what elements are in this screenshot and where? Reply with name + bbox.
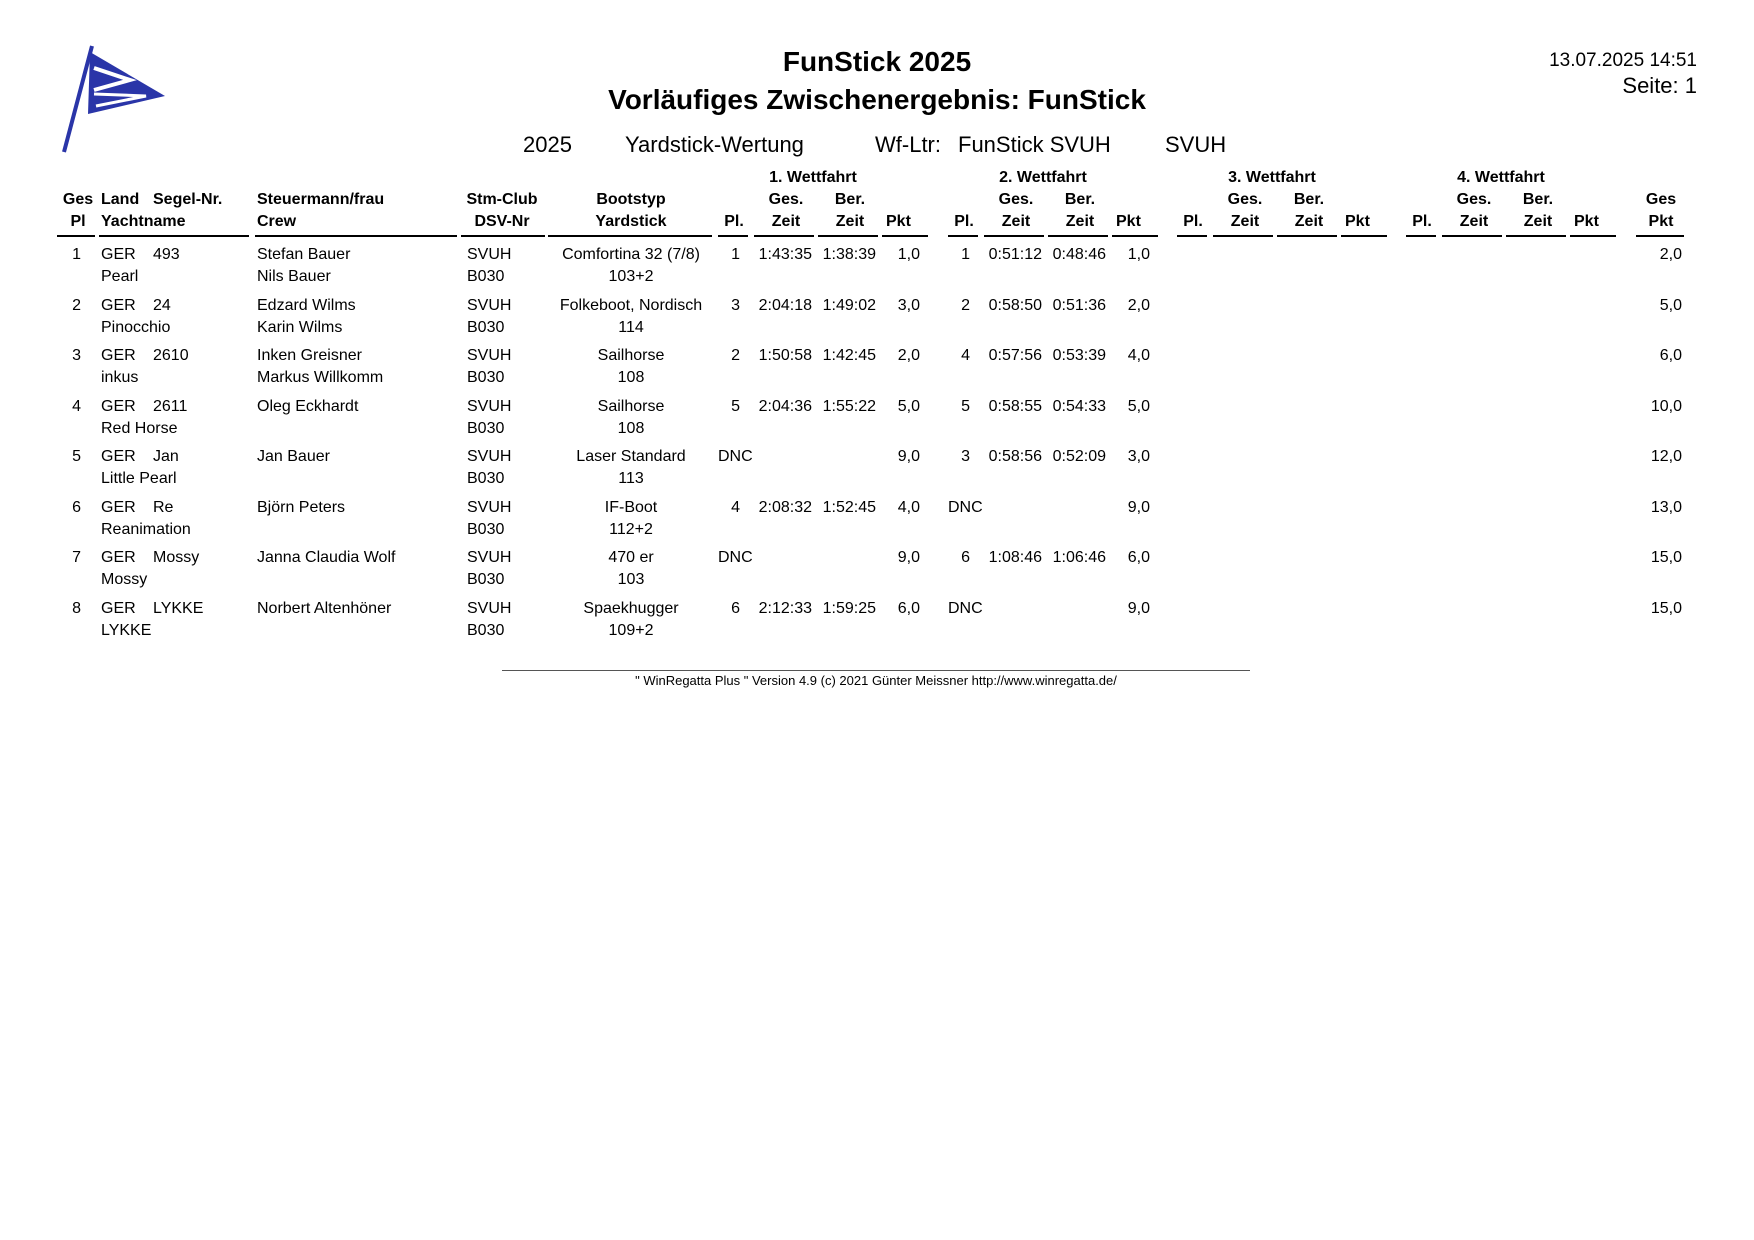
cell-race-ges: 2:04:36 [758,398,812,415]
header-race-pl: Pl. [954,213,974,230]
cell-segelnr: Mossy [153,549,200,566]
cell-dsvnr: B030 [467,571,505,588]
header-underline [1506,235,1566,237]
header-underline [1112,235,1158,237]
header-underline [1048,235,1108,237]
header-underline [1341,235,1387,237]
header-race-title: 3. Wettfahrt [1228,169,1316,186]
cell-dsvnr: B030 [467,268,505,285]
cell-segelnr: 2610 [153,347,189,364]
header-underline [948,235,978,237]
cell-dsvnr: B030 [467,319,505,336]
header-race-zeit: Zeit [835,213,865,230]
cell-yachtname: inkus [101,369,139,386]
cell-steuermann: Jan Bauer [257,448,330,465]
header-underline [882,235,928,237]
page-title: FunStick 2025 [782,46,972,77]
cell-bootstyp: Comfortina 32 (7/8) [562,246,700,263]
cell-segelnr: 493 [153,246,180,263]
header-underline [461,235,545,237]
cell-race-ber: 0:48:46 [1052,246,1106,263]
header-steuermann: Steuermann/frau [257,191,385,208]
header-race-ges: Ges. [1456,191,1492,208]
cell-race-pkt: 6,0 [897,600,920,617]
cell-yachtname: LYKKE [101,622,152,639]
header-race-ber: Ber. [1293,191,1325,208]
cell-total-pkt: 15,0 [1650,600,1682,617]
header-race-pl: Pl. [1412,213,1432,230]
cell-crew: Nils Bauer [257,268,331,285]
header-race-pl: Pl. [724,213,744,230]
cell-race-pl: 2 [731,347,740,364]
cell-segelnr: 24 [153,297,171,314]
header-stmclub: Stm-Club [466,191,538,208]
header-segelnr: Segel-Nr. [153,191,223,208]
header-crew: Crew [257,213,297,230]
header-race-zeit: Zeit [1459,213,1489,230]
cell-yachtname: Mossy [101,571,148,588]
cell-race-ber: 1:49:02 [822,297,876,314]
cell-bootstyp: Sailhorse [597,398,665,415]
cell-race-pkt: 3,0 [897,297,920,314]
cell-race-ber: 1:55:22 [822,398,876,415]
page-subtitle: Vorläufiges Zwischenergebnis: FunStick [608,84,1146,115]
cell-bootstyp: 470 er [608,549,654,566]
cell-bootstyp: Laser Standard [576,448,686,465]
cell-yardstick: 103 [617,571,645,588]
header-race-zeit: Zeit [1230,213,1260,230]
cell-race-ges: 1:08:46 [988,549,1042,566]
cell-yardstick: 114 [618,319,644,336]
cell-yachtname: Reanimation [101,521,191,538]
cell-race-ber: 1:06:46 [1052,549,1106,566]
header-race-title: 4. Wettfahrt [1457,169,1545,186]
cell-pl: 8 [72,600,81,617]
header-race-ber: Ber. [834,191,866,208]
header-race-title: 2. Wettfahrt [999,169,1087,186]
cell-race-pl: DNC [948,600,983,617]
header-underline [1177,235,1207,237]
header-yardstick: Yardstick [595,213,667,230]
cell-total-pkt: 12,0 [1650,448,1682,465]
cell-race-ber: 1:52:45 [822,499,876,516]
info-wfltr-value: FunStick SVUH [958,132,1111,157]
header-land: Land [101,191,140,208]
cell-bootstyp: Spaekhugger [583,600,679,617]
header-dsvnr: DSV-Nr [474,213,530,230]
cell-yardstick: 103+2 [608,268,654,285]
header-bootstyp: Bootstyp [596,191,666,208]
cell-total-pkt: 2,0 [1659,246,1682,263]
cell-race-ges: 0:58:50 [988,297,1042,314]
cell-club: SVUH [467,549,512,566]
header-underline [1277,235,1337,237]
header-underline [754,235,814,237]
header-underline [1442,235,1502,237]
cell-bootstyp: Sailhorse [597,347,665,364]
cell-race-pkt: 9,0 [1127,499,1150,516]
header-race-zeit: Zeit [1294,213,1324,230]
cell-land: GER [101,448,136,465]
cell-steuermann: Inken Greisner [257,347,362,364]
header-underline [818,235,878,237]
cell-race-pkt: 2,0 [897,347,920,364]
header-underline [99,235,249,237]
cell-race-ber: 0:53:39 [1052,347,1106,364]
cell-dsvnr: B030 [467,420,505,437]
cell-club: SVUH [467,246,512,263]
cell-race-ges: 0:58:56 [988,448,1042,465]
header-race-ges: Ges. [998,191,1034,208]
cell-race-ges: 1:50:58 [758,347,812,364]
cell-race-ges: 2:08:32 [758,499,812,516]
cell-land: GER [101,549,136,566]
cell-steuermann: Stefan Bauer [257,246,351,263]
header-underline [1406,235,1436,237]
cell-dsvnr: B030 [467,622,505,639]
cell-pl: 1 [72,246,81,263]
cell-race-pl: 1 [731,246,740,263]
cell-yardstick: 108 [617,420,645,437]
info-club: SVUH [1165,132,1227,157]
cell-race-pkt: 4,0 [1127,347,1150,364]
cell-race-ges: 0:51:12 [988,246,1042,263]
cell-club: SVUH [467,499,512,516]
cell-race-pl: 1 [961,246,970,263]
header-race-pkt: Pkt [1574,213,1599,230]
cell-segelnr: 2611 [153,398,188,415]
cell-yardstick: 108 [617,369,645,386]
cell-race-pl: 5 [961,398,970,415]
cell-race-pkt: 9,0 [897,549,920,566]
cell-race-pkt: 1,0 [897,246,920,263]
cell-race-ges: 1:43:35 [758,246,812,263]
cell-land: GER [101,297,136,314]
cell-race-ber: 0:52:09 [1052,448,1106,465]
cell-land: GER [101,347,136,364]
header-underline [1213,235,1273,237]
cell-land: GER [101,600,136,617]
cell-race-ges: 0:58:55 [988,398,1042,415]
print-datetime: 13.07.2025 14:51 [1549,50,1697,71]
cell-bootstyp: IF-Boot [604,499,658,516]
header-race-pkt: Pkt [1345,213,1370,230]
cell-dsvnr: B030 [467,521,505,538]
cell-total-pkt: 15,0 [1650,549,1682,566]
cell-race-pkt: 9,0 [897,448,920,465]
cell-steuermann: Janna Claudia Wolf [257,549,396,566]
cell-club: SVUH [467,398,512,415]
cell-crew: Markus Willkomm [257,369,384,386]
header-underline [718,235,748,237]
cell-race-ber: 1:59:25 [822,600,876,617]
header-total-ges: Ges [1645,191,1677,208]
header-underline [57,235,95,237]
footer-divider [502,670,1250,671]
cell-race-ber: 0:54:33 [1052,398,1106,415]
header-race-pkt: Pkt [886,213,911,230]
cell-race-pl: 4 [731,499,740,516]
cell-land: GER [101,499,136,516]
cell-race-pkt: 9,0 [1127,600,1150,617]
cell-crew: Karin Wilms [257,319,343,336]
header-underline [255,235,457,237]
cell-land: GER [101,246,136,263]
header-race-ber: Ber. [1522,191,1554,208]
header-race-zeit: Zeit [771,213,801,230]
header-race-pkt: Pkt [1116,213,1141,230]
cell-pl: 2 [72,297,81,314]
cell-race-pl: 5 [731,398,740,415]
header-race-zeit: Zeit [1065,213,1095,230]
cell-race-pl: DNC [718,448,753,465]
info-year: 2025 [523,132,572,157]
cell-race-pkt: 6,0 [1127,549,1150,566]
cell-race-pkt: 3,0 [1127,448,1150,465]
cell-race-pl: 2 [961,297,970,314]
cell-pl: 4 [72,398,81,415]
header-underline [1636,235,1684,237]
cell-yardstick: 113 [618,470,644,487]
cell-race-ges: 2:12:33 [758,600,812,617]
header-race-zeit: Zeit [1523,213,1553,230]
cell-club: SVUH [467,347,512,364]
cell-dsvnr: B030 [467,369,505,386]
cell-race-pkt: 2,0 [1127,297,1150,314]
cell-race-ber: 1:42:45 [822,347,876,364]
cell-yachtname: Red Horse [101,420,178,437]
header-ges: Ges [62,191,94,208]
cell-dsvnr: B030 [467,470,505,487]
header-race-ber: Ber. [1064,191,1096,208]
info-wertung: Yardstick-Wertung [625,132,804,157]
header-pl: Pl [70,213,86,230]
cell-club: SVUH [467,448,512,465]
cell-yardstick: 109+2 [608,622,654,639]
info-wfltr-label: Wf-Ltr: [875,132,941,157]
cell-race-ges: 2:04:18 [758,297,812,314]
cell-segelnr: Re [153,499,174,516]
cell-total-pkt: 13,0 [1650,499,1682,516]
cell-yachtname: Pinocchio [101,319,171,336]
cell-steuermann: Björn Peters [257,499,346,516]
header-underline [1570,235,1616,237]
header-yachtname: Yachtname [101,213,186,230]
cell-bootstyp: Folkeboot, Nordisch [559,297,703,314]
cell-race-pl: 3 [961,448,970,465]
cell-race-pkt: 5,0 [897,398,920,415]
cell-race-pl: 6 [961,549,970,566]
header-underline [548,235,712,237]
cell-pl: 3 [72,347,81,364]
cell-race-pkt: 5,0 [1127,398,1150,415]
header-race-pl: Pl. [1183,213,1203,230]
cell-yachtname: Pearl [101,268,139,285]
cell-segelnr: Jan [153,448,179,465]
cell-steuermann: Oleg Eckhardt [257,398,359,415]
cell-race-pl: 4 [961,347,970,364]
cell-yachtname: Little Pearl [101,470,177,487]
header-race-ges: Ges. [768,191,804,208]
cell-club: SVUH [467,600,512,617]
cell-pl: 5 [72,448,81,465]
header-underline [984,235,1044,237]
header-race-zeit: Zeit [1001,213,1031,230]
cell-pl: 7 [72,549,81,566]
cell-race-pkt: 4,0 [897,499,920,516]
cell-race-ber: 1:38:39 [822,246,876,263]
cell-segelnr: LYKKE [153,600,204,617]
cell-club: SVUH [467,297,512,314]
cell-race-pl: DNC [948,499,983,516]
cell-steuermann: Norbert Altenhöner [257,600,392,617]
cell-race-pl: 3 [731,297,740,314]
cell-total-pkt: 10,0 [1650,398,1682,415]
page-number: Seite: 1 [1622,73,1697,98]
header-total-pkt: Pkt [1648,213,1674,230]
cell-race-pl: DNC [718,549,753,566]
cell-pl: 6 [72,499,81,516]
header-race-ges: Ges. [1227,191,1263,208]
cell-race-ber: 0:51:36 [1052,297,1106,314]
cell-race-pkt: 1,0 [1127,246,1150,263]
cell-total-pkt: 5,0 [1659,297,1682,314]
header-race-title: 1. Wettfahrt [769,169,857,186]
cell-race-pl: 6 [731,600,740,617]
cell-yardstick: 112+2 [609,521,653,538]
cell-land: GER [101,398,136,415]
cell-steuermann: Edzard Wilms [257,297,356,314]
cell-race-ges: 0:57:56 [988,347,1042,364]
cell-total-pkt: 6,0 [1659,347,1682,364]
footer-credits: " WinRegatta Plus " Version 4.9 (c) 2021 Günter Meissner http://www.winregatta.de/ [635,673,1117,688]
